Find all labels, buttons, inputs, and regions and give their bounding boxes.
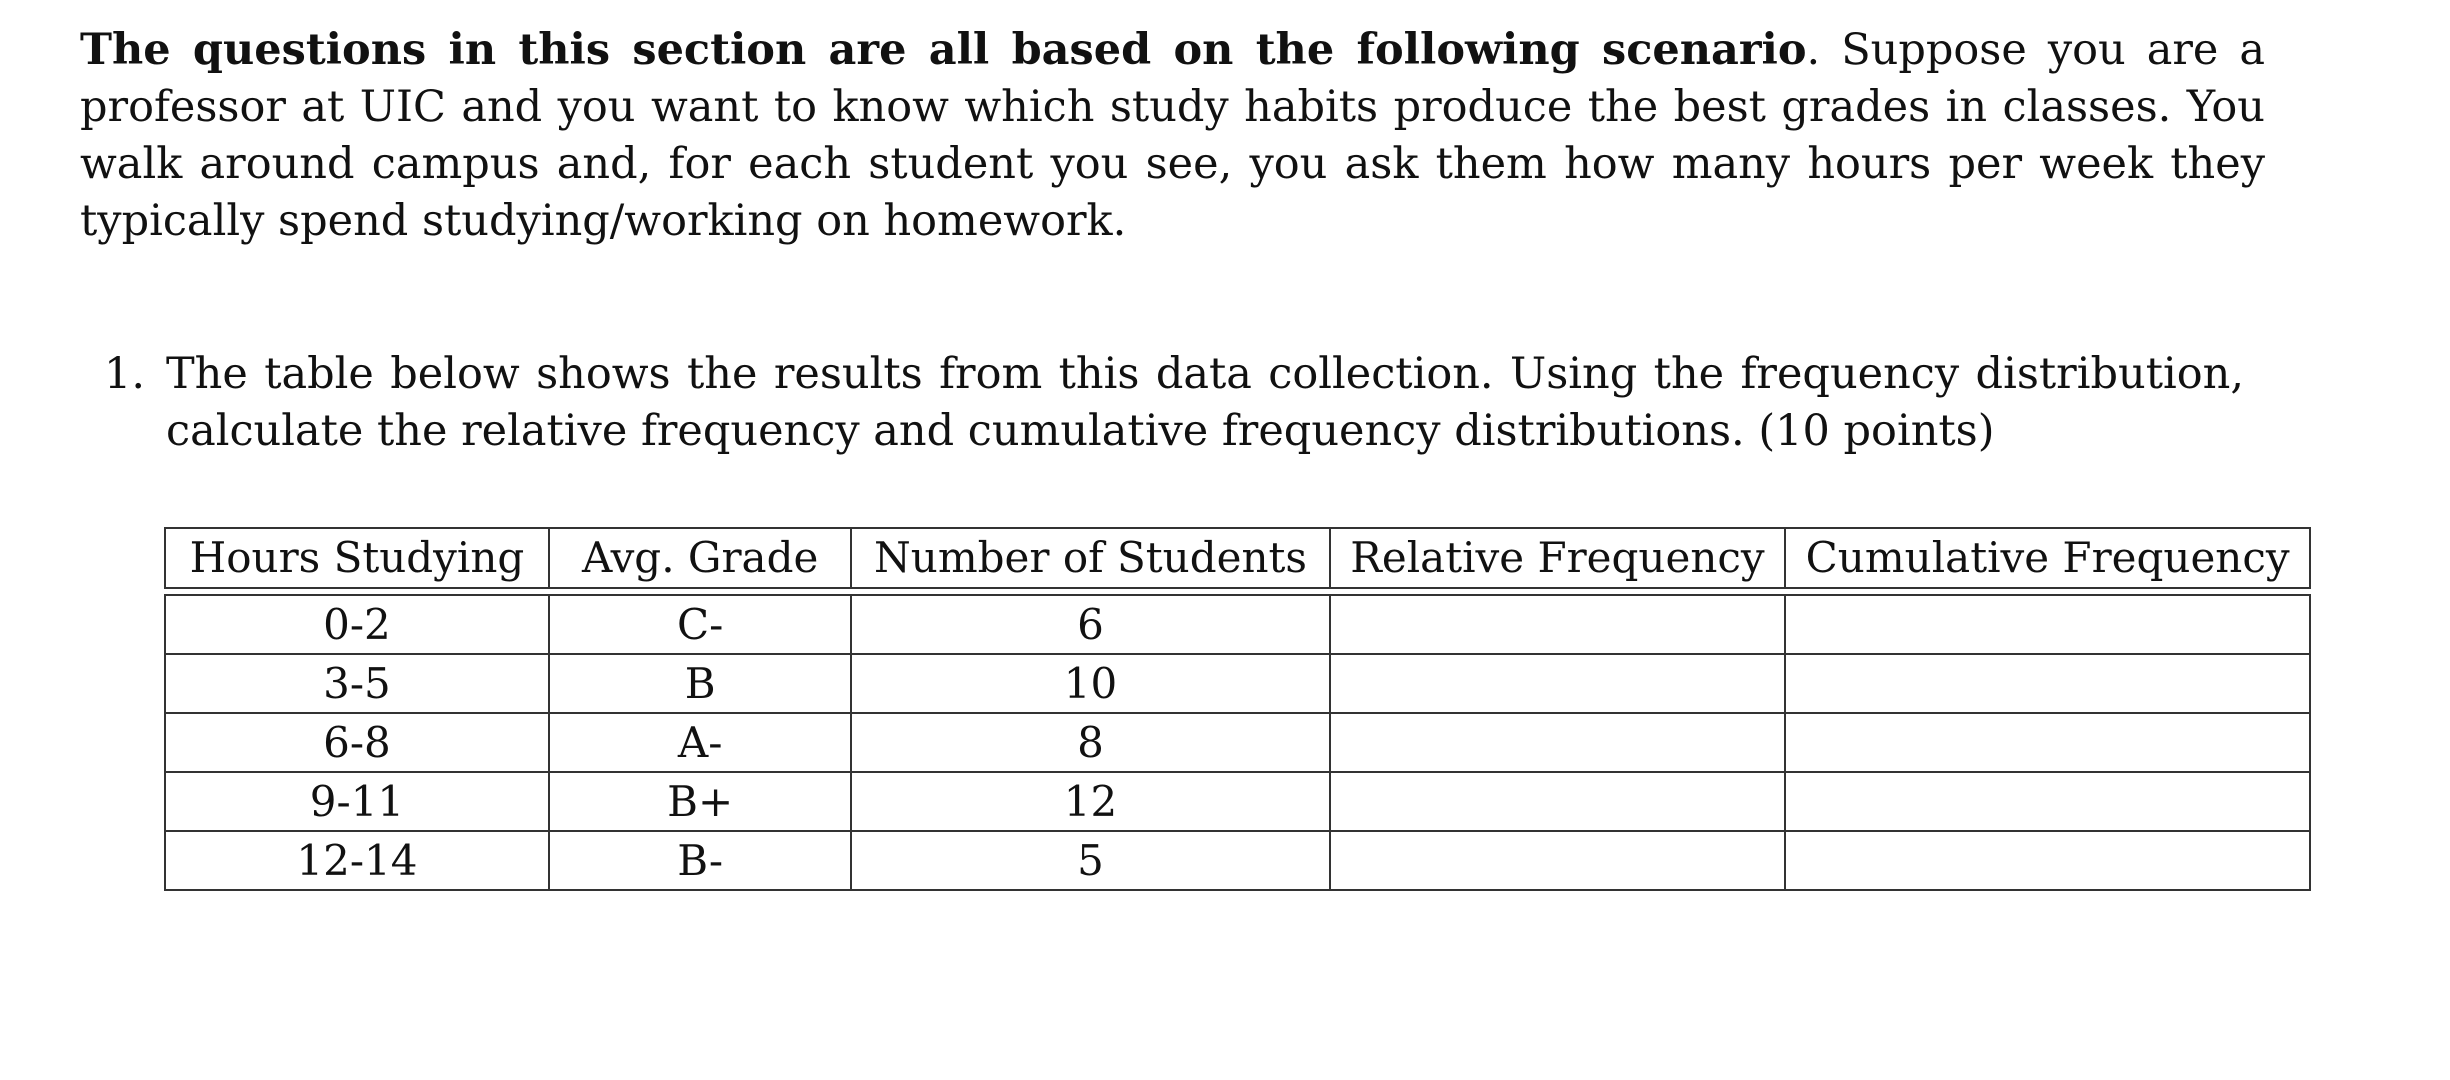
cell-students: 8 [850, 712, 1328, 771]
scenario-lead: The questions in this section are all based on the following scenario [80, 25, 1807, 75]
question-text: The table below shows the results from this data collection. Using the frequency distribution, calculate the relative frequency and cumulative frequency distributions. (10 points) [166, 349, 2244, 456]
cell-relative-frequency[interactable] [1329, 653, 1785, 712]
scenario-body: . Suppose you are a professor at UIC and you want to know which study habits produce the best grades in classes. You walk around campus and, for each student you see, you ask them how many hours per week they typically spend studying/working on homework. [80, 25, 2265, 246]
cell-cumulative-frequency[interactable] [1784, 830, 2311, 891]
cell-relative-frequency[interactable] [1329, 712, 1785, 771]
cell-hours: 12-14 [164, 830, 548, 891]
table-row [164, 594, 2311, 653]
header-relative-frequency: Relative Frequency [1329, 527, 1785, 589]
table-row [164, 830, 2311, 891]
cell-hours: 0-2 [164, 594, 548, 653]
cell-cumulative-frequency[interactable] [1784, 712, 2311, 771]
cell-students: 12 [850, 771, 1328, 830]
question-number: 1. [104, 349, 146, 399]
cell-grade: B+ [548, 771, 850, 830]
cell-cumulative-frequency[interactable] [1784, 653, 2311, 712]
table-row [164, 712, 2311, 771]
cell-grade: B [548, 653, 850, 712]
scenario-paragraph [80, 22, 2265, 250]
cell-relative-frequency[interactable] [1329, 771, 1785, 830]
cell-grade: C- [548, 594, 850, 653]
question-1 [104, 346, 2244, 460]
table-header-row [164, 527, 2311, 589]
header-avg-grade: Avg. Grade [548, 527, 850, 589]
header-hours-studying: Hours Studying [164, 527, 548, 589]
cell-students: 10 [850, 653, 1328, 712]
table-row [164, 771, 2311, 830]
cell-relative-frequency[interactable] [1329, 594, 1785, 653]
cell-cumulative-frequency[interactable] [1784, 594, 2311, 653]
cell-grade: B- [548, 830, 850, 891]
cell-hours: 3-5 [164, 653, 548, 712]
cell-grade: A- [548, 712, 850, 771]
header-cumulative-frequency: Cumulative Frequency [1784, 527, 2311, 589]
cell-students: 6 [850, 594, 1328, 653]
header-number-of-students: Number of Students [850, 527, 1328, 589]
cell-cumulative-frequency[interactable] [1784, 771, 2311, 830]
cell-relative-frequency[interactable] [1329, 830, 1785, 891]
frequency-table [164, 527, 2311, 891]
cell-hours: 9-11 [164, 771, 548, 830]
cell-students: 5 [850, 830, 1328, 891]
cell-hours: 6-8 [164, 712, 548, 771]
table-row [164, 653, 2311, 712]
